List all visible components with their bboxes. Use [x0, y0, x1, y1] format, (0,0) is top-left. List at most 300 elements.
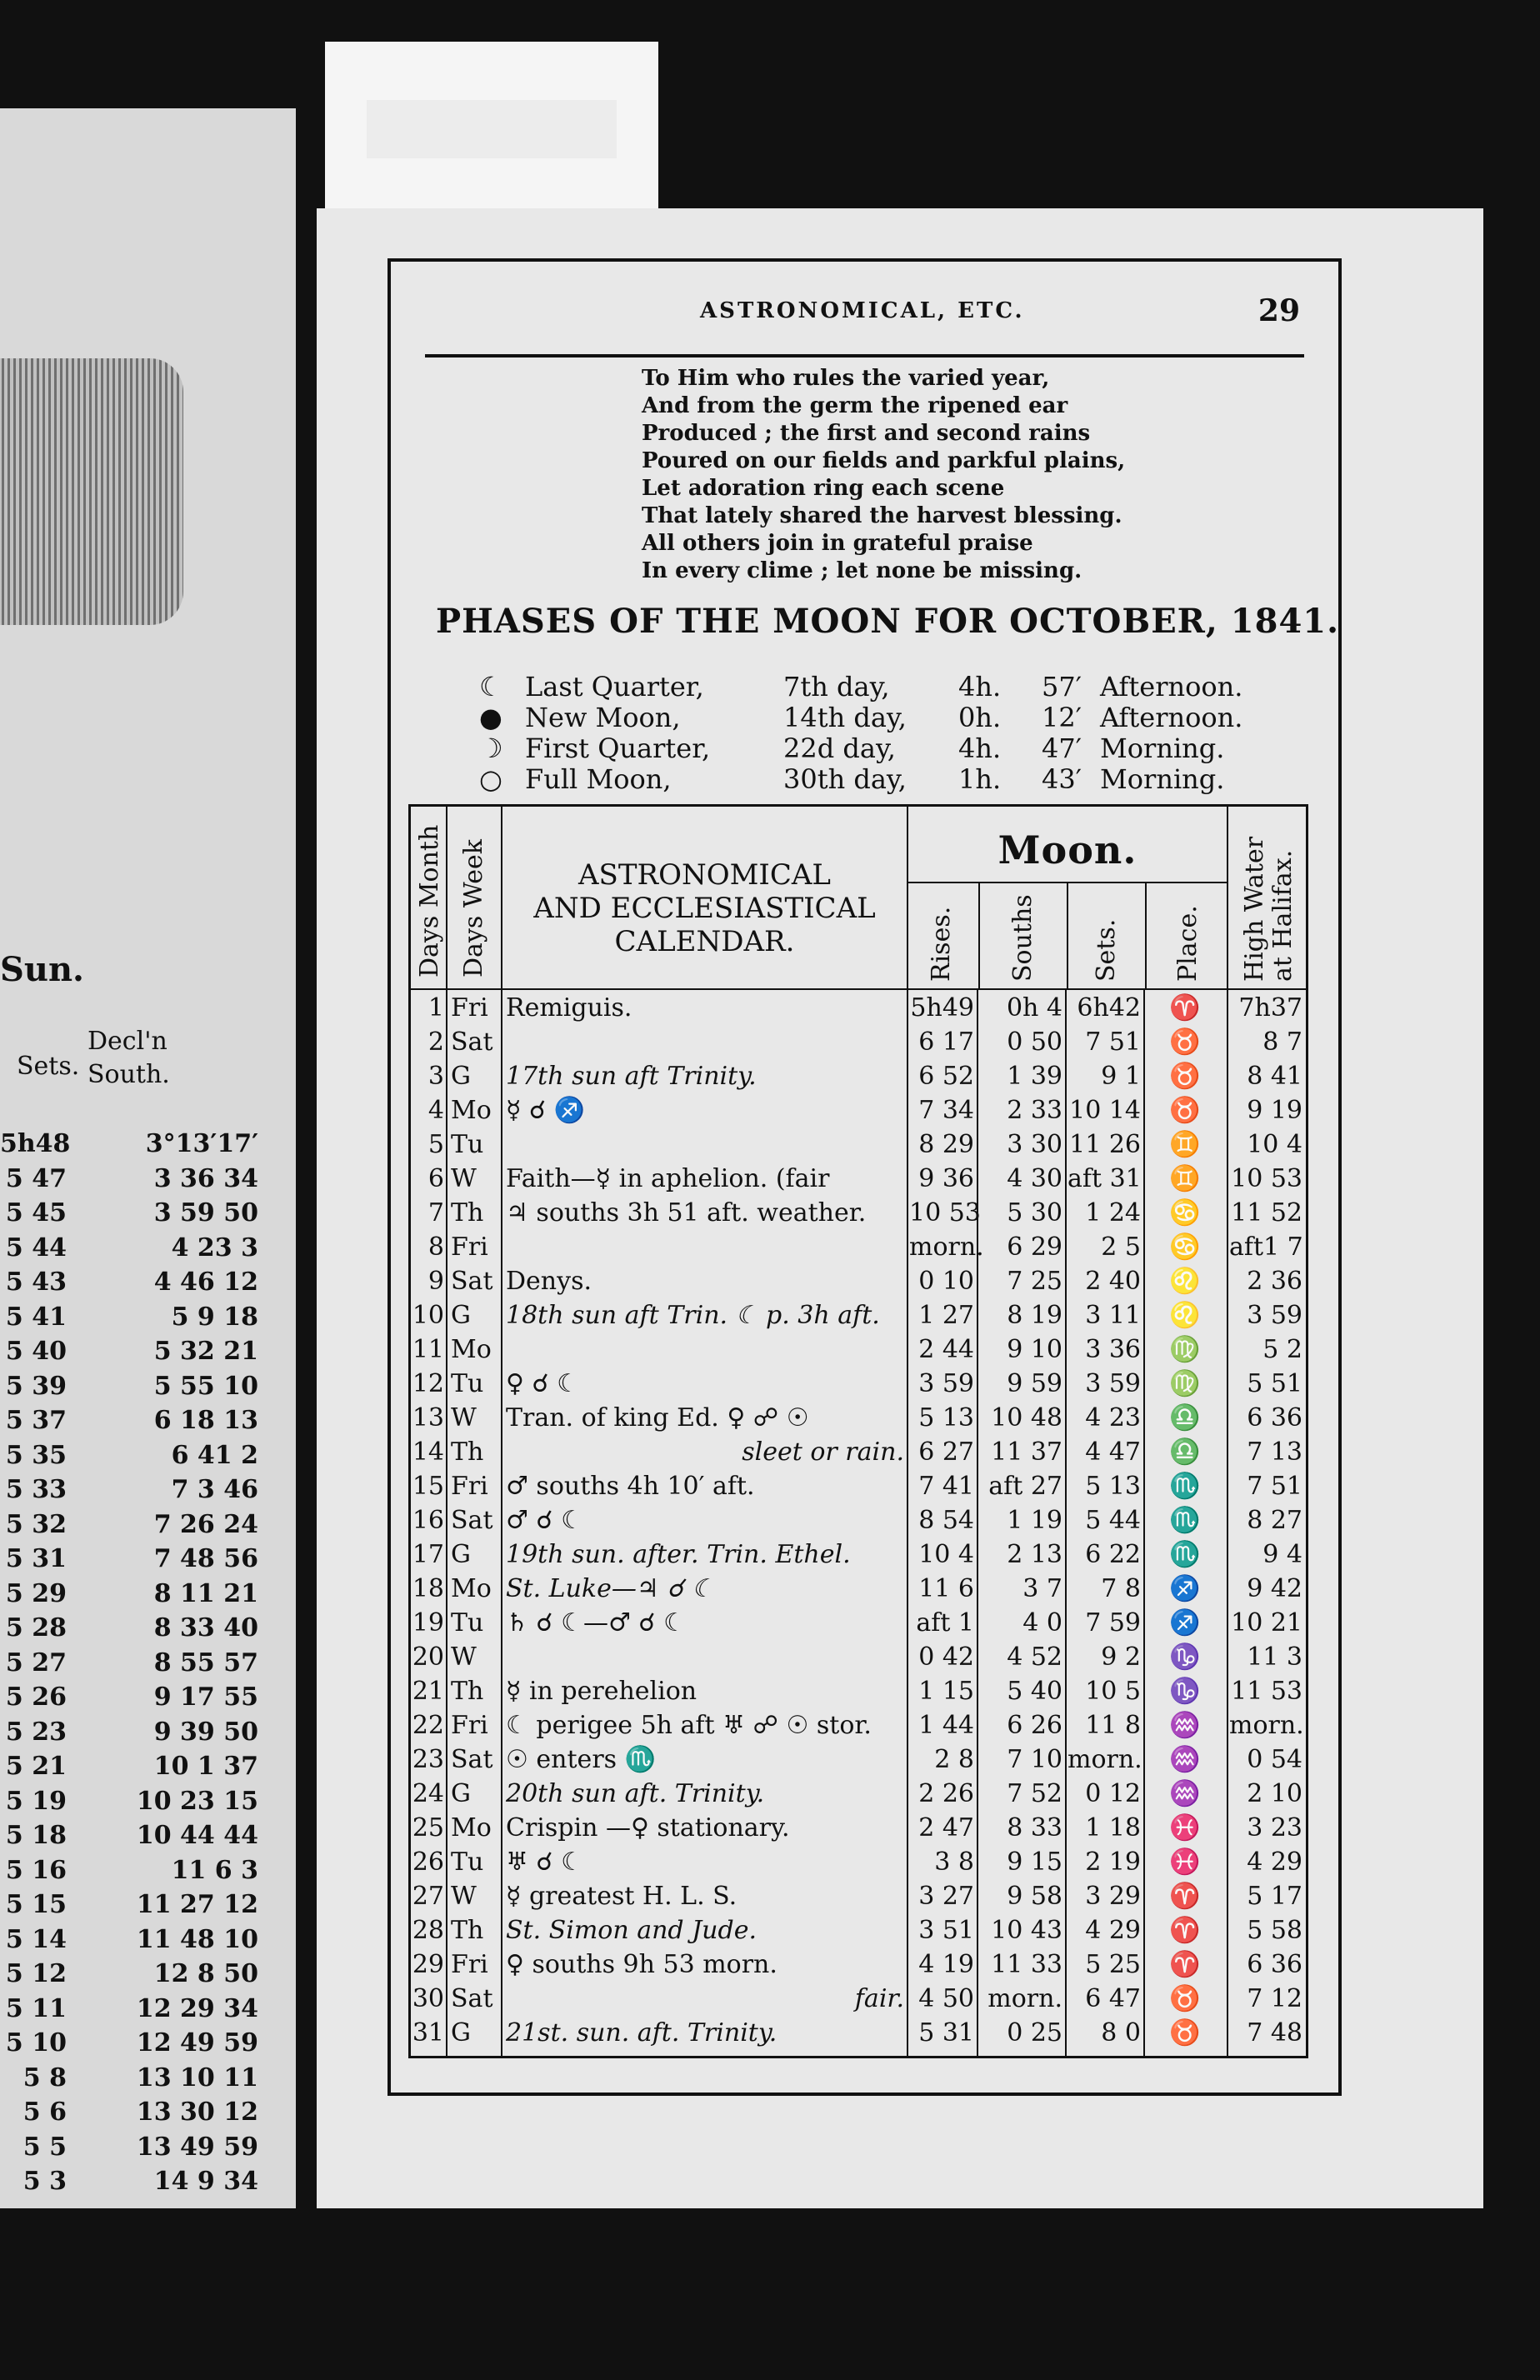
cell-t: 3 36	[1085, 1335, 1141, 1364]
cell-d: 4	[428, 1096, 444, 1125]
cell-p: ♋	[1169, 1232, 1201, 1262]
calendar-row	[411, 1572, 1306, 1607]
cell-t: 7 8	[1101, 1574, 1141, 1603]
cell-t: 10 14	[1069, 1096, 1141, 1125]
left-row	[0, 1129, 296, 1164]
cell-t: 1 18	[1085, 1813, 1141, 1842]
phase-name: New Moon,	[525, 702, 681, 733]
cell-p: ♎	[1169, 1438, 1201, 1467]
cell-h: 5 51	[1247, 1369, 1302, 1398]
left-decl: 3 59 50	[153, 1198, 258, 1228]
cell-d: 14	[412, 1438, 444, 1467]
cell-p: ♐	[1169, 1608, 1201, 1638]
left-row	[0, 1752, 296, 1787]
cell-s: 9 58	[1007, 1882, 1062, 1911]
phase-min: 57′	[1042, 671, 1082, 702]
cell-r: aft 1	[916, 1608, 974, 1638]
cell-r: 7 41	[918, 1472, 974, 1501]
left-row	[0, 1406, 296, 1441]
cell-s: 2 33	[1007, 1096, 1062, 1125]
left-decl: 10 44 44	[136, 1821, 258, 1850]
left-decl: 11 27 12	[136, 1890, 258, 1919]
cell-d: 17	[412, 1540, 444, 1569]
left-sets: 5 21	[5, 1752, 67, 1781]
cell-d: 21	[412, 1677, 444, 1706]
calendar-row	[411, 1436, 1306, 1470]
calendar-row	[411, 1299, 1306, 1333]
left-sets: 5 12	[5, 1959, 67, 1988]
calendar-row	[411, 1402, 1306, 1436]
cell-s: 10 43	[991, 1916, 1062, 1945]
cell-d: 28	[412, 1916, 444, 1945]
cell-s: 9 15	[1007, 1848, 1062, 1877]
cell-d: 5	[428, 1130, 444, 1159]
phase-hour: 0h.	[958, 702, 1002, 733]
cell-w: Sat	[451, 1984, 493, 2013]
phase-period: Afternoon.	[1100, 702, 1243, 733]
cell-p: ♉	[1169, 1062, 1201, 1091]
poem-line: In every clime ; let none be missing.	[642, 558, 1082, 583]
calendar-row	[411, 1470, 1306, 1504]
cell-e: ☉ enters ♏	[506, 1745, 656, 1774]
cell-r: 7 34	[918, 1096, 974, 1125]
cell-t: 6 47	[1085, 1984, 1141, 2013]
left-decl: 3 36 34	[153, 1163, 258, 1193]
cell-s: 0 25	[1007, 2018, 1062, 2048]
cell-r: 0 42	[918, 1642, 974, 1672]
cell-h: 2 10	[1247, 1779, 1302, 1808]
cell-r: 4 50	[918, 1984, 974, 2013]
col-sets: Sets.	[1092, 918, 1121, 982]
phase-row	[479, 763, 1312, 797]
calendar-row	[411, 1094, 1306, 1128]
left-decl: 4 23 3	[171, 1232, 258, 1262]
left-sets: 5 45	[5, 1198, 67, 1228]
phase-day: 22d day,	[783, 732, 896, 764]
cell-p: ♈	[1169, 1916, 1201, 1945]
cell-w: Sat	[451, 1745, 493, 1774]
left-sets: 5 26	[5, 1682, 67, 1712]
left-row	[0, 1579, 296, 1614]
left-sets: 5 37	[5, 1406, 67, 1435]
cell-h: 4 29	[1247, 1848, 1302, 1877]
left-sets: 5 10	[5, 2028, 67, 2058]
cell-d: 3	[428, 1062, 444, 1091]
cell-t: morn.	[1068, 1745, 1142, 1774]
cell-w: Th	[451, 1677, 484, 1706]
cell-t: 9 1	[1101, 1062, 1141, 1091]
cell-s: 1 19	[1007, 1506, 1062, 1535]
cell-t: 3 59	[1085, 1369, 1141, 1398]
cell-p: ♍	[1169, 1335, 1201, 1364]
cell-d: 9	[428, 1267, 444, 1296]
cell-w: Mo	[451, 1335, 492, 1364]
cell-p: ♊	[1169, 1164, 1201, 1193]
cell-p: ♉	[1169, 1096, 1201, 1125]
cell-d: 26	[412, 1848, 444, 1877]
cell-e: ♀ ☌ ☾	[506, 1369, 580, 1398]
cell-p: ♌	[1169, 1301, 1201, 1330]
cell-s: 6 26	[1007, 1711, 1062, 1740]
cell-h: 7h37	[1238, 993, 1302, 1022]
cell-h: 9 42	[1247, 1574, 1302, 1603]
cell-e: 18th sun aft Trin. ☾ p. 3h aft.	[506, 1301, 880, 1330]
cell-h: 8 7	[1262, 1028, 1302, 1057]
phase-name: First Quarter,	[525, 732, 711, 764]
cell-w: Tu	[451, 1130, 484, 1159]
left-sets: 5 11	[5, 1993, 67, 2023]
cell-d: 22	[412, 1711, 444, 1740]
cell-e: Denys.	[506, 1267, 592, 1296]
cell-t: 6 22	[1085, 1540, 1141, 1569]
cell-p: ♏	[1169, 1472, 1201, 1501]
cell-p: ♎	[1169, 1403, 1201, 1432]
left-row	[0, 1821, 296, 1856]
calendar-row	[411, 1778, 1306, 1812]
cell-d: 13	[412, 1403, 444, 1432]
left-decl: 7 3 46	[171, 1475, 258, 1504]
cell-e: fair.	[854, 1984, 904, 2013]
col-place: Place.	[1173, 905, 1202, 982]
col-days-month: Days Month	[411, 807, 448, 988]
phase-hour: 4h.	[958, 732, 1002, 764]
cell-w: Tu	[451, 1369, 484, 1398]
cell-t: 5 25	[1085, 1950, 1141, 1979]
calendar-row	[411, 1948, 1306, 1982]
cell-w: Tu	[451, 1608, 484, 1638]
cell-h: 7 13	[1247, 1438, 1302, 1467]
left-sets: 5 39	[5, 1371, 67, 1401]
cell-t: 4 23	[1085, 1403, 1141, 1432]
poem-line: And from the germ the ripened ear	[642, 393, 1068, 418]
cell-w: G	[451, 1062, 471, 1091]
cell-e: ☿ ☌ ♐	[506, 1096, 585, 1125]
cell-w: W	[451, 1403, 477, 1432]
cell-d: 31	[412, 2018, 444, 2048]
calendar-row	[411, 1880, 1306, 1914]
cell-r: 2 47	[918, 1813, 974, 1842]
left-table	[0, 1129, 296, 2202]
page-number: 29	[1258, 293, 1300, 328]
cell-e: ♅ ☌ ☾	[506, 1848, 584, 1877]
cell-r: 3 8	[934, 1848, 974, 1877]
left-row	[0, 1233, 296, 1268]
left-decl: 5 32 21	[153, 1337, 258, 1366]
cell-p: ♏	[1169, 1506, 1201, 1535]
left-row	[0, 1475, 296, 1510]
calendar-row	[411, 1914, 1306, 1948]
phase-name: Full Moon,	[525, 763, 672, 795]
left-sets: 5 6	[22, 2098, 67, 2127]
left-col-sets: Sets.	[17, 1052, 80, 1081]
header-rule	[425, 354, 1304, 358]
phase-name: Last Quarter,	[525, 671, 704, 702]
cell-s: 1 39	[1007, 1062, 1062, 1091]
col-souths: Souths	[1008, 894, 1038, 982]
left-sets: 5 19	[5, 1786, 67, 1816]
cell-s: 0h 4	[1006, 993, 1062, 1022]
cell-p: ♋	[1169, 1198, 1201, 1228]
cell-w: G	[451, 1779, 471, 1808]
cell-d: 8	[428, 1232, 444, 1262]
cell-s: 8 19	[1007, 1301, 1062, 1330]
phase-period: Morning.	[1100, 732, 1225, 764]
cell-t: 1 24	[1085, 1198, 1141, 1228]
calendar-row	[411, 1538, 1306, 1572]
cell-p: ♐	[1169, 1574, 1201, 1603]
cell-h: 7 51	[1247, 1472, 1302, 1501]
left-row	[0, 2063, 296, 2098]
cell-s: 3 30	[1007, 1130, 1062, 1159]
cell-d: 23	[412, 1745, 444, 1774]
cell-s: 11 37	[991, 1438, 1062, 1467]
left-decl: 14 9 34	[153, 2167, 258, 2196]
cell-e: 21st. sun. aft. Trinity.	[506, 2018, 778, 2048]
cell-w: Fri	[451, 993, 488, 1022]
cell-p: ♈	[1169, 1882, 1201, 1911]
left-row	[0, 1441, 296, 1476]
cell-w: Fri	[451, 1472, 488, 1501]
cell-t: aft 31	[1068, 1164, 1142, 1193]
left-sets: 5 41	[5, 1302, 67, 1332]
left-sets: 5 35	[5, 1440, 67, 1470]
cell-s: 5 40	[1007, 1677, 1062, 1706]
cell-e: ♀ souths 9h 53 morn.	[506, 1950, 778, 1979]
calendar-table	[408, 804, 1308, 2058]
cell-e: sleet or rain.	[742, 1438, 904, 1467]
left-row	[0, 1613, 296, 1648]
left-sets: 5 32	[5, 1509, 67, 1539]
moon-header	[908, 807, 1228, 988]
left-decl: 8 33 40	[153, 1613, 258, 1642]
cell-e: Remiguis.	[506, 993, 632, 1022]
cell-h: 5 2	[1262, 1335, 1302, 1364]
poem-line: To Him who rules the varied year,	[642, 366, 1050, 391]
cell-s: 6 29	[1007, 1232, 1062, 1262]
cell-r: 3 59	[918, 1369, 974, 1398]
left-sets: 5 33	[5, 1475, 67, 1504]
cell-d: 16	[412, 1506, 444, 1535]
left-row	[0, 1682, 296, 1718]
left-decl: 12 8 50	[153, 1959, 258, 1988]
calendar-row	[411, 1812, 1306, 1846]
cell-h: 5 58	[1247, 1916, 1302, 1945]
cell-e: ☿ greatest H. L. S.	[506, 1882, 738, 1911]
calendar-row	[411, 1026, 1306, 1060]
left-row	[0, 1544, 296, 1579]
left-row	[0, 1510, 296, 1545]
cell-r: 6 52	[918, 1062, 974, 1091]
phase-row	[479, 702, 1312, 735]
calendar-row	[411, 1368, 1306, 1402]
left-sets: 5 28	[5, 1613, 67, 1642]
cell-e: Tran. of king Ed. ♀ ☍ ☉	[506, 1403, 809, 1432]
cell-s: 7 10	[1007, 1745, 1062, 1774]
cell-t: 5 44	[1085, 1506, 1141, 1535]
left-row	[0, 1925, 296, 1960]
cell-w: G	[451, 2018, 471, 2048]
calendar-row	[411, 1504, 1306, 1538]
phase-symbol: ☾	[479, 671, 503, 702]
cell-h: 3 23	[1247, 1813, 1302, 1842]
cell-h: 10 4	[1247, 1130, 1302, 1159]
cell-w: W	[451, 1164, 477, 1193]
phase-day: 30th day,	[783, 763, 907, 795]
poem-line: Poured on our fields and parkful plains,	[642, 448, 1126, 473]
cell-h: 5 17	[1247, 1882, 1302, 1911]
calendar-row	[411, 1982, 1306, 2017]
left-page	[0, 108, 296, 2208]
cell-h: 6 36	[1247, 1950, 1302, 1979]
cell-t: 7 59	[1085, 1608, 1141, 1638]
cell-d: 19	[412, 1608, 444, 1638]
cell-s: 7 52	[1007, 1779, 1062, 1808]
cell-d: 12	[412, 1369, 444, 1398]
calendar-row	[411, 1231, 1306, 1265]
left-decl: 9 17 55	[153, 1682, 258, 1712]
left-decl: 6 41 2	[171, 1440, 258, 1470]
cell-p: ♒	[1169, 1779, 1201, 1808]
calendar-row	[411, 1060, 1306, 1094]
cell-d: 7	[428, 1198, 444, 1228]
cell-s: 0 50	[1007, 1028, 1062, 1057]
left-decl: 7 48 56	[153, 1544, 258, 1573]
cell-s: 2 13	[1007, 1540, 1062, 1569]
cell-r: 1 27	[918, 1301, 974, 1330]
cell-d: 20	[412, 1642, 444, 1672]
cell-p: ♈	[1169, 993, 1201, 1022]
left-decl: 10 1 37	[153, 1752, 258, 1781]
cell-w: Sat	[451, 1028, 493, 1057]
calendar-row	[411, 1128, 1306, 1162]
cell-t: 5 13	[1085, 1472, 1141, 1501]
cell-h: 6 36	[1247, 1403, 1302, 1432]
cell-r: 5h49	[910, 993, 974, 1022]
cell-w: Mo	[451, 1574, 492, 1603]
cell-d: 24	[412, 1779, 444, 1808]
left-decl: 9 39 50	[153, 1717, 258, 1747]
calendar-row	[411, 2017, 1306, 2051]
left-row	[0, 2167, 296, 2202]
left-sets: 5 31	[5, 1544, 67, 1573]
poem-line: Let adoration ring each scene	[642, 476, 1005, 501]
left-row	[0, 1787, 296, 1822]
cell-e: St. Simon and Jude.	[506, 1916, 757, 1945]
cell-w: Sat	[451, 1506, 493, 1535]
calendar-row	[411, 1743, 1306, 1778]
cell-h: 9 19	[1247, 1096, 1302, 1125]
running-title: ASTRONOMICAL, ETC.	[700, 298, 1025, 323]
phase-day: 7th day,	[783, 671, 890, 702]
phase-min: 43′	[1042, 763, 1082, 795]
cell-w: Mo	[451, 1096, 492, 1125]
left-decl: 11 6 3	[171, 1855, 258, 1885]
left-row	[0, 1302, 296, 1338]
phase-row	[479, 732, 1312, 766]
cell-d: 6	[428, 1164, 444, 1193]
calendar-row	[411, 1846, 1306, 1880]
cell-w: Mo	[451, 1813, 492, 1842]
left-decl: 6 18 13	[153, 1406, 258, 1435]
col-calendar-title: ASTRONOMICAL AND ECCLESIASTICAL CALENDAR.	[502, 807, 908, 988]
cell-h: 3 59	[1247, 1301, 1302, 1330]
cell-r: 8 54	[918, 1506, 974, 1535]
cell-p: ♍	[1169, 1369, 1201, 1398]
cell-e: ☿ in perehelion	[506, 1677, 698, 1706]
left-row	[0, 2028, 296, 2063]
left-sets: 5 27	[5, 1648, 67, 1678]
cell-h: aft1 7	[1229, 1232, 1303, 1262]
calendar-row	[411, 1641, 1306, 1675]
cell-p: ♑	[1169, 1677, 1201, 1706]
left-row	[0, 1718, 296, 1752]
cell-p: ♉	[1169, 1984, 1201, 2013]
phase-hour: 1h.	[958, 763, 1002, 795]
cell-h: 8 27	[1247, 1506, 1302, 1535]
cell-r: 8 29	[918, 1130, 974, 1159]
phase-row	[479, 671, 1312, 704]
cell-e: 20th sun aft. Trinity.	[506, 1779, 765, 1808]
left-sets: 5 47	[5, 1163, 67, 1193]
left-decl: 5 55 10	[153, 1371, 258, 1401]
paper-tab-inner	[367, 100, 617, 158]
phase-hour: 4h.	[958, 671, 1002, 702]
cell-h: morn.	[1229, 1711, 1304, 1740]
cell-s: 4 30	[1007, 1164, 1062, 1193]
cell-p: ♉	[1169, 1028, 1201, 1057]
cell-r: 9 36	[918, 1164, 974, 1193]
cell-r: 10 4	[918, 1540, 974, 1569]
left-decl: 13 30 12	[136, 2098, 258, 2127]
calendar-row	[411, 1162, 1306, 1197]
moon-title: Moon.	[998, 828, 1138, 872]
poem	[642, 365, 1125, 585]
poem-line: That lately shared the harvest blessing.	[642, 503, 1122, 528]
cell-p: ♒	[1169, 1711, 1201, 1740]
cell-r: 2 26	[918, 1779, 974, 1808]
cell-t: 2 5	[1101, 1232, 1141, 1262]
cell-t: 0 12	[1085, 1779, 1141, 1808]
cell-w: G	[451, 1540, 471, 1569]
col-rises: Rises.	[927, 906, 956, 982]
cell-e: Faith—☿ in aphelion. (fair	[506, 1164, 830, 1193]
cell-s: aft 27	[988, 1472, 1062, 1501]
left-sets: 5 43	[5, 1268, 67, 1297]
cell-p: ♏	[1169, 1540, 1201, 1569]
cell-h: 11 3	[1247, 1642, 1302, 1672]
cell-d: 10	[412, 1301, 444, 1330]
calendar-row	[411, 992, 1306, 1026]
cell-r: 3 51	[918, 1916, 974, 1945]
cell-r: 2 8	[934, 1745, 974, 1774]
cell-d: 2	[428, 1028, 444, 1057]
cell-e: 19th sun. after. Trin. Ethel.	[506, 1540, 851, 1569]
cell-w: Fri	[451, 1232, 488, 1262]
cell-s: 4 0	[1022, 1608, 1062, 1638]
cell-s: 3 7	[1022, 1574, 1062, 1603]
phases-title: PHASES OF THE MOON FOR OCTOBER, 1841.	[436, 602, 1340, 641]
cell-w: Fri	[451, 1950, 488, 1979]
cell-e: ♃ souths 3h 51 aft. weather.	[506, 1198, 867, 1228]
poem-line: Produced ; the first and second rains	[642, 421, 1091, 446]
left-decl: 7 26 24	[153, 1509, 258, 1539]
phase-period: Morning.	[1100, 763, 1225, 795]
left-row	[0, 1890, 296, 1925]
calendar-row	[411, 1607, 1306, 1641]
cell-s: 5 30	[1007, 1198, 1062, 1228]
cell-s: 11 33	[991, 1950, 1062, 1979]
cell-p: ♊	[1169, 1130, 1201, 1159]
